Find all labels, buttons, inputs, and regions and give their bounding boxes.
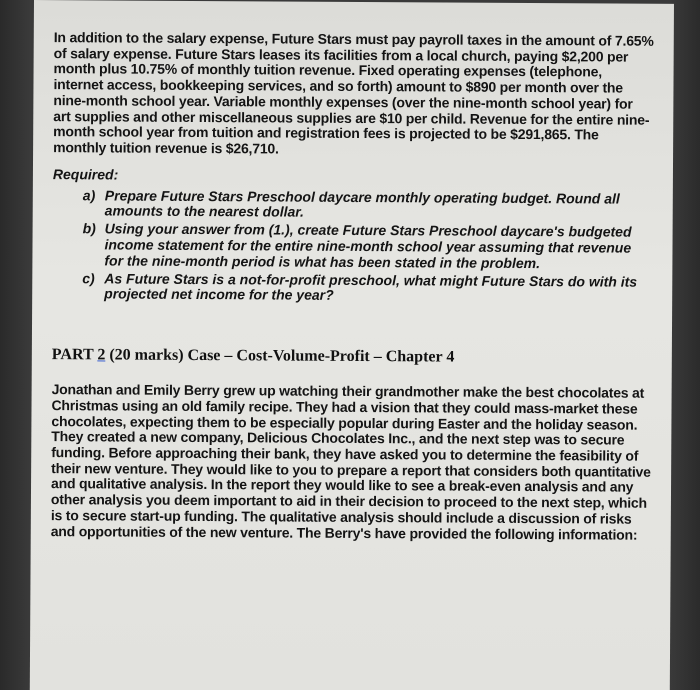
list-marker: c)	[82, 269, 95, 286]
list-item	[82, 222, 652, 273]
part-prefix: PART	[51, 346, 98, 364]
part-heading	[52, 346, 652, 368]
document-content	[51, 30, 654, 543]
case-paragraph: Jonathan and Emily Berry grew up watching their grandmother make the best chocolates at Christmas using an old family recipe. They had a vision that they could mass-market these chocolates, expecting them to be especially popular during Easter and the holiday season. They created a new company, Delicious Chocolates Inc., and the next step was to secure funding. Before approaching their bank, they have asked you to determine the feasibility of their new venture. They would like to you to prepare a report that considers both quantitative and qualitative analysis. In the report they would like to see a break-even analysis and any other analysis you deem important to aid in their decision to proceed to the next step, which is to secure start-up funding. The qualitative analysis should include a discussion of risks and opportunities of the new venture. The Berry's have provided the following information:	[50, 381, 651, 543]
list-marker: b)	[82, 220, 96, 237]
required-heading: Required:	[52, 165, 119, 183]
intro-paragraph: In addition to the salary expense, Future Stars must pay payroll taxes in the amount of 7.65% of salary expense. Future Stars leases its facilities from a local church, paying $2,200 per month plus 10.75% of monthly tuition revenue. Fixed operating expenses (telephone, internet access, bookkeeping services, and so forth) amount to $890 per month over the nine-month school year. Variable monthly expenses (over the nine-month school year) for art supplies and other miscellaneous supplies are $10 per child. Revenue for the entire nine-month school year from tuition and registration fees is projected to be $291,865. The monthly tuition revenue is $26,710.	[53, 29, 654, 157]
list-item-text: Prepare Future Stars Preschool daycare monthly operating budget. Round all amounts to the nearest dollar.	[104, 187, 620, 221]
list-item	[82, 271, 652, 306]
part-number: 2	[97, 346, 106, 364]
required-list	[52, 188, 653, 306]
list-marker: a)	[82, 186, 96, 204]
list-item	[83, 188, 653, 223]
list-item-text: Using your answer from (1.), create Future Stars Preschool daycare's budgeted income statement for the entire nine-month school year assuming that revenue for the nine-month period is what has been stated in the problem.	[104, 220, 632, 271]
part-title: (20 marks) Case – Cost-Volume-Profit – Chapter 4	[105, 346, 455, 366]
list-item-text: As Future Stars is a not-for-profit preschool, what might Future Stars do with its projected net income for the year?	[104, 270, 638, 304]
document-page	[30, 0, 674, 690]
